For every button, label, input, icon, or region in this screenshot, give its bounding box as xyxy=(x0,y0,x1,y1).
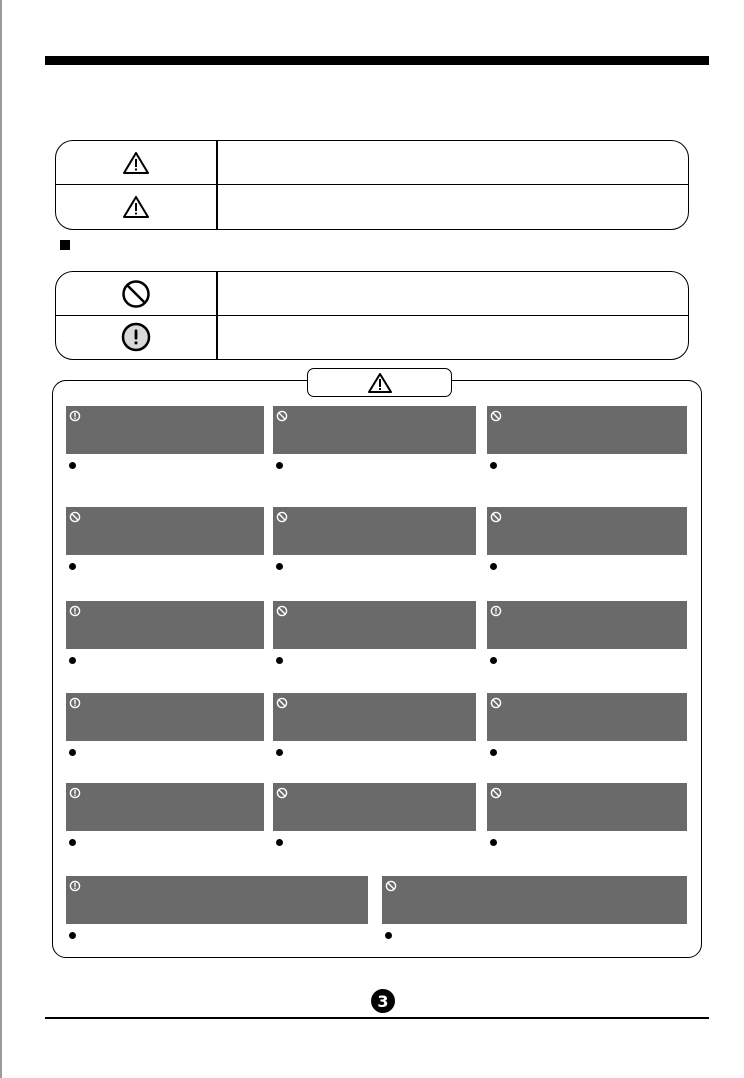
hazard-row-text xyxy=(226,141,678,184)
caution-card xyxy=(273,406,476,454)
caution-card xyxy=(66,601,264,649)
bullet-dot xyxy=(276,563,283,570)
page-margin-rule xyxy=(0,0,2,1078)
prohibited-icon xyxy=(490,409,502,421)
mandatory-icon xyxy=(56,315,216,359)
caution-card xyxy=(273,693,476,741)
prohibited-icon xyxy=(56,272,216,315)
page-number: 3 xyxy=(371,989,395,1013)
caution-card xyxy=(66,693,264,741)
hazard-row-warning xyxy=(56,141,688,185)
prohibited-icon xyxy=(276,696,288,708)
prohibited-icon xyxy=(490,696,502,708)
mandatory-icon xyxy=(69,696,81,708)
warning-triangle-icon xyxy=(56,141,216,184)
bullet-dot xyxy=(276,462,283,469)
bullet-dot xyxy=(490,749,497,756)
bullet-dot xyxy=(69,462,76,469)
mandatory-icon xyxy=(69,879,81,891)
prohibited-icon xyxy=(276,510,288,522)
prohibited-icon xyxy=(69,510,81,522)
bullet-dot xyxy=(276,657,283,664)
bullet-dot xyxy=(69,749,76,756)
hazard-row-text xyxy=(226,184,678,229)
warning-triangle-icon xyxy=(368,373,392,393)
caution-card xyxy=(273,783,476,831)
caution-card xyxy=(66,876,368,924)
hazard-row-caution xyxy=(56,184,688,229)
prohibited-icon xyxy=(385,879,397,891)
caution-card xyxy=(487,406,687,454)
bullet-dot xyxy=(69,657,76,664)
caution-card xyxy=(487,601,687,649)
caution-card xyxy=(273,601,476,649)
caution-panel-label xyxy=(307,368,452,397)
hazard-level-table xyxy=(55,140,689,230)
prohibited-icon xyxy=(490,510,502,522)
bullet-dot xyxy=(69,932,76,939)
caution-card xyxy=(487,783,687,831)
symbol-row-prohibited xyxy=(56,272,688,316)
caution-panel xyxy=(52,380,702,958)
mandatory-icon xyxy=(69,786,81,798)
bullet-dot xyxy=(490,657,497,664)
symbol-row-mandatory xyxy=(56,315,688,359)
symbol-row-text xyxy=(226,315,678,359)
bullet-dot xyxy=(490,839,497,846)
symbol-meaning-table xyxy=(55,271,689,360)
prohibited-icon xyxy=(276,604,288,616)
mandatory-icon xyxy=(490,604,502,616)
mandatory-icon xyxy=(69,409,81,421)
caution-card xyxy=(382,876,687,924)
prohibited-icon xyxy=(490,786,502,798)
caution-card xyxy=(66,507,264,555)
bullet-dot xyxy=(490,563,497,570)
caution-card xyxy=(66,406,264,454)
caution-card xyxy=(66,783,264,831)
header-bar xyxy=(45,56,709,65)
caution-card xyxy=(487,507,687,555)
mandatory-icon xyxy=(69,604,81,616)
caution-card xyxy=(487,693,687,741)
bullet-dot xyxy=(276,749,283,756)
warning-triangle-icon xyxy=(56,184,216,229)
prohibited-icon xyxy=(276,786,288,798)
bullet-dot xyxy=(490,462,497,469)
section-bullet xyxy=(60,240,70,250)
prohibited-icon xyxy=(276,409,288,421)
symbol-row-text xyxy=(226,272,678,315)
bullet-dot xyxy=(276,839,283,846)
bullet-dot xyxy=(385,932,392,939)
footer-rule xyxy=(45,1017,709,1019)
bullet-dot xyxy=(69,563,76,570)
bullet-dot xyxy=(69,839,76,846)
caution-card xyxy=(273,507,476,555)
